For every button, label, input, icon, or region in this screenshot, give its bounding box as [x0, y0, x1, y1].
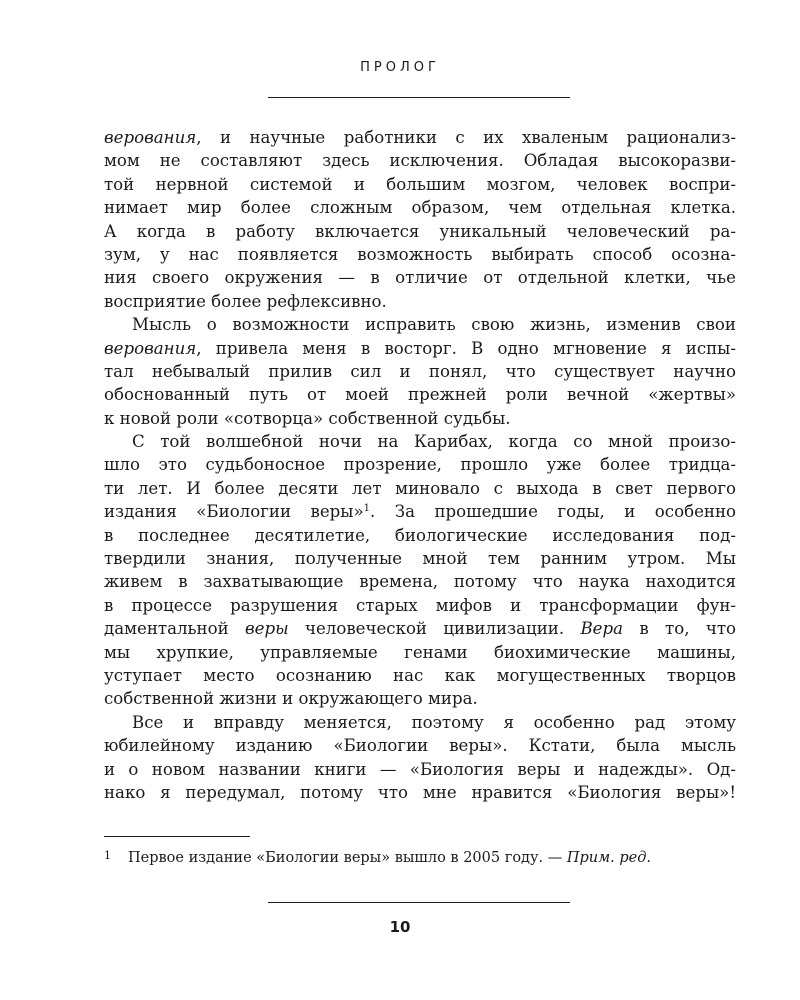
footer-rule — [268, 902, 570, 903]
header-rule — [268, 97, 570, 98]
text-line: верования, привела меня в восторг. В одно мгновение я испы- — [104, 338, 736, 358]
text-line: собственной жизни и окружающего мира. — [104, 689, 478, 709]
text-line: восприятие более рефлексивно. — [104, 291, 387, 311]
italic-word: верования — [104, 338, 197, 358]
text-line: Все и вправду меняется, поэтому я особенно рад этому — [132, 712, 736, 732]
text-line: твердили знания, полученные мной тем ранним утром. Мы — [104, 549, 736, 569]
text-line: и о новом названии книги — «Биология веры и надежды». Од- — [104, 759, 736, 779]
footnote-editor-note: Прим. ред. — [566, 850, 652, 866]
footnote-mark: 1 — [104, 849, 111, 862]
text-line: той нервной системой и большим мозгом, человек воспри- — [104, 174, 736, 194]
text-line: живем в захватывающие времена, потому что наука находится — [104, 572, 736, 592]
italic-word: Вера — [580, 619, 623, 639]
italic-word: верования — [104, 128, 197, 147]
footnote-text: Первое издание «Биологии веры» вышло в 2005 году. — — [128, 850, 567, 866]
text-line: уступает место осознанию нас как могущественных творцов — [104, 665, 736, 685]
text-line: к новой роли «сотворца» собственной судьбы. — [104, 408, 511, 428]
text-line: верования, и научные работники с их хваленым рационализ- — [104, 128, 736, 147]
text-line: мы хрупкие, управляемые генами биохимические машины, — [104, 642, 736, 662]
text-line: ти лет. И более десяти лет миновало с выхода в свет первого — [104, 478, 736, 498]
footnote — [104, 846, 736, 868]
italic-word: веры — [245, 619, 289, 639]
text-line: издания «Биологии веры»$^1$. За прошедшие годы, и особенно — [104, 502, 736, 522]
text-line: мом не составляют здесь исключения. Обладая высокоразви- — [104, 151, 736, 171]
running-header: ПРОЛОГ — [360, 60, 440, 75]
footnote-rule — [104, 836, 250, 837]
text-line: ния своего окружения — в отличие от отдельной клетки, чье — [104, 268, 736, 288]
text-line: обоснованный путь от моей прежней роли вечной «жертвы» — [104, 385, 736, 405]
page-number: 10 — [389, 918, 411, 936]
text-line: шло это судьбоносное прозрение, прошло уже более тридца- — [104, 455, 736, 475]
text-line: С той волшебной ночи на Карибах, когда со мной произо- — [132, 432, 736, 452]
text-line: А когда в работу включается уникальный человеческий ра- — [104, 221, 736, 241]
text-line: даментальной веры человеческой цивилизации. Вера в то, что — [104, 619, 736, 639]
text-line: Мысль о возможности исправить свою жизнь, изменив свои — [132, 315, 736, 335]
text-line: нако я передумал, потому что мне нравится «Биология веры»! — [104, 782, 736, 802]
text-line: юбилейному изданию «Биологии веры». Кстати, была мысль — [104, 736, 736, 756]
text-line: зум, у нас появляется возможность выбирать способ осозна- — [104, 244, 736, 264]
footnote-reference[interactable]: 1 — [363, 503, 371, 515]
body-text — [104, 126, 736, 804]
text-line: нимает мир более сложным образом, чем отдельная клетка. — [104, 198, 736, 218]
text-line: в последнее десятилетие, биологические исследования под- — [104, 525, 736, 545]
text-line: в процессе разрушения старых мифов и трансформации фун- — [104, 595, 736, 615]
text-line: тал небывалый прилив сил и понял, что существует научно — [104, 361, 736, 381]
